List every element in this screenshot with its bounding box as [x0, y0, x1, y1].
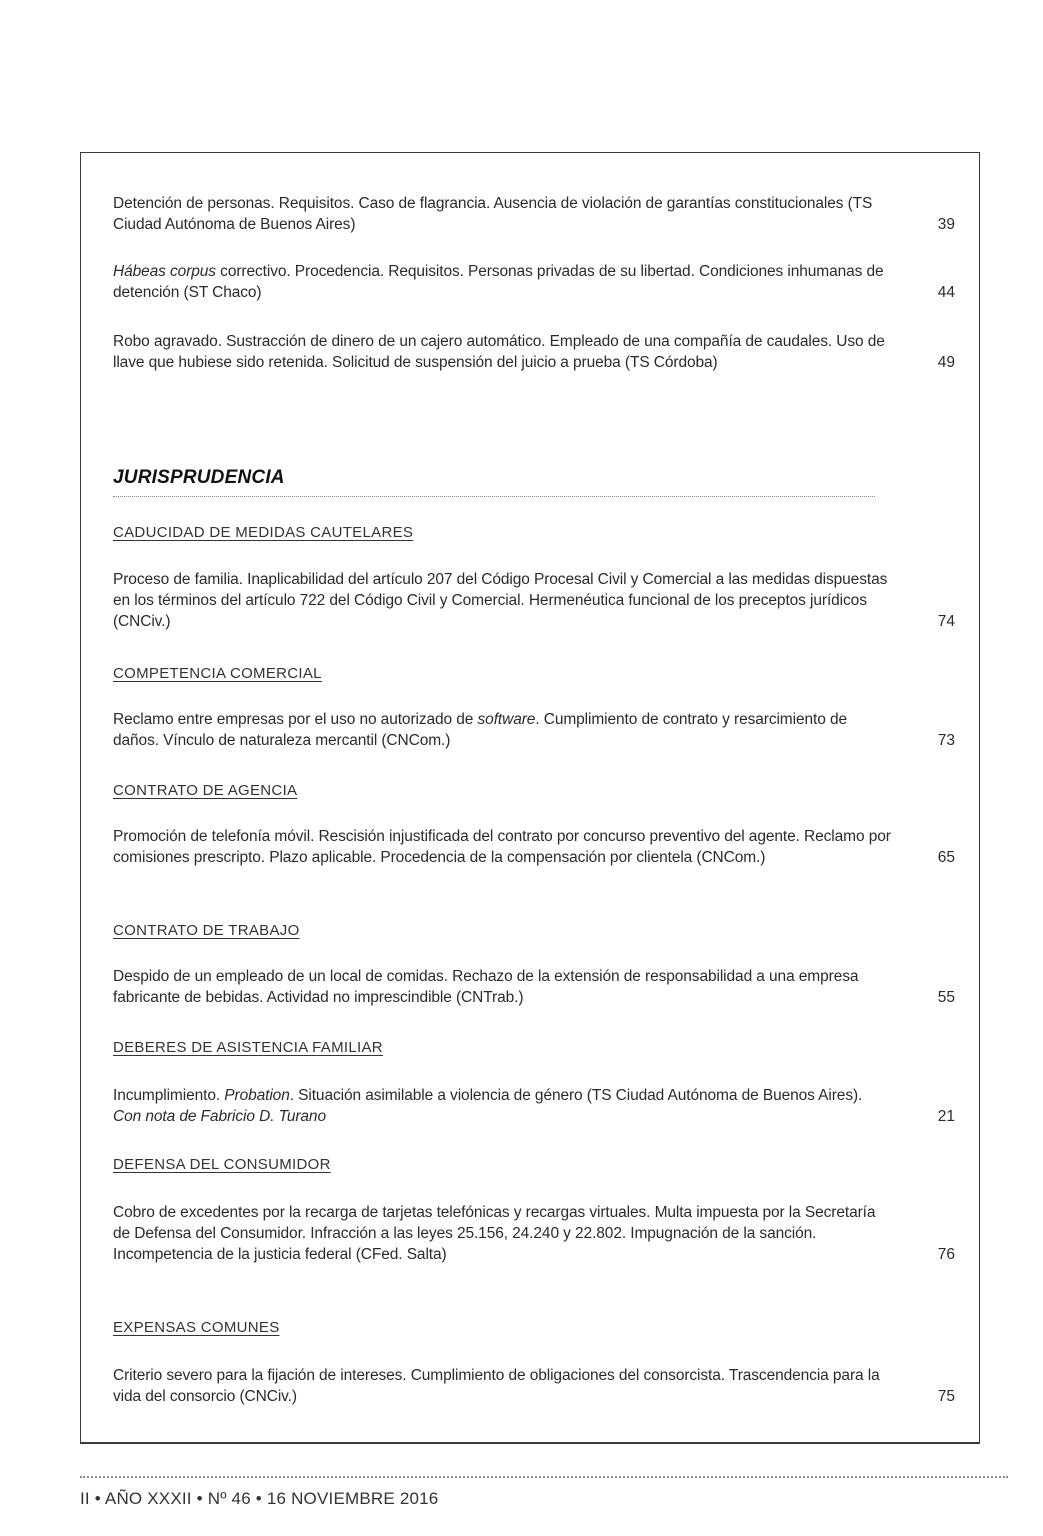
- entry-text: Proceso de familia. Inaplicabilidad del artículo 207 del Código Procesal Civil y Comercial a las medidas dispuestas en los términos del artículo 722 del Código Civil y Comercial. Hermenéutica funcional de los preceptos jurídicos (CNCiv.): [113, 571, 888, 630]
- index-entry: [113, 1365, 955, 1407]
- page-number: 76: [937, 1246, 955, 1263]
- page-number: 74: [937, 613, 955, 630]
- subsection-heading: COMPETENCIA COMERCIAL: [113, 665, 322, 682]
- entry-note: Con nota de Fabricio D. Turano: [113, 1108, 326, 1125]
- subsection-heading: CADUCIDAD DE MEDIDAS CAUTELARES: [113, 524, 414, 541]
- page-number: 49: [937, 354, 955, 371]
- entry-text: [113, 261, 893, 303]
- page-number: 65: [937, 849, 955, 866]
- index-entry: [113, 569, 955, 632]
- index-entry: [113, 331, 955, 373]
- index-entry: [113, 1202, 955, 1265]
- subsection-heading: EXPENSAS COMUNES: [113, 1319, 280, 1336]
- entry-text: Criterio severo para la fijación de intereses. Cumplimiento de obligaciones del consorcista. Trascendencia para la vida del consorcio (CNCiv.): [113, 1367, 880, 1405]
- entry-part: . Situación asimilable a violencia de género (TS Ciudad Autónoma de Buenos Aires).: [289, 1087, 863, 1104]
- section-title: JURISPRUDENCIA: [113, 467, 285, 488]
- subsection-heading: DEFENSA DEL CONSUMIDOR: [113, 1156, 331, 1173]
- entry-text: Cobro de excedentes por la recarga de tarjetas telefónicas y recargas virtuales. Multa impuesta por la Secretaría de Defensa del Consumidor. Infracción a las leyes 25.156, 24.240 y 22.802. Impugnación de la sanción. Incompetencia de la justicia federal (CFed. Salta): [113, 1204, 876, 1263]
- entry-rest: correctivo. Procedencia. Requisitos. Personas privadas de su libertad. Condiciones inhumanas de detención (ST Chaco): [113, 263, 884, 301]
- entry-text: Robo agravado. Sustracción de dinero de un cajero automático. Empleado de una compañía de caudales. Uso de llave que hubiese sido retenida. Solicitud de suspensión del juicio a prueba (TS Córdoba): [113, 333, 885, 371]
- entry-text: [113, 709, 893, 751]
- index-entry: [113, 1085, 955, 1127]
- page-number: 55: [937, 989, 955, 1006]
- entry-italic: software: [477, 711, 536, 728]
- entry-text: [113, 1085, 893, 1127]
- footer-divider: [80, 1476, 1008, 1478]
- page-number: 39: [937, 216, 955, 233]
- footer-issue-info: II • AÑO XXXII • Nº 46 • 16 NOVIEMBRE 2016: [80, 1489, 439, 1508]
- index-entry: [113, 966, 955, 1008]
- subsection-heading: CONTRATO DE AGENCIA: [113, 782, 298, 799]
- entry-italic: Probation: [224, 1087, 290, 1104]
- section-divider: [113, 496, 875, 497]
- page-number: 21: [937, 1108, 955, 1125]
- entry-part: . Cumplimiento de contrato y resarcimiento de daños. Vínculo de naturaleza mercantil (CNCom.): [113, 711, 847, 749]
- subsection-heading: DEBERES DE ASISTENCIA FAMILIAR: [113, 1039, 383, 1056]
- entry-part: Reclamo entre empresas por el uso no autorizado de: [113, 711, 478, 728]
- entry-text: Despido de un empleado de un local de comidas. Rechazo de la extensión de responsabilidad a una empresa fabricante de bebidas. Actividad no imprescindible (CNTrab.): [113, 968, 859, 1006]
- entry-part: Incumplimiento.: [113, 1087, 225, 1104]
- page-number: 44: [937, 284, 955, 301]
- page-number: 73: [937, 732, 955, 749]
- index-entry: [113, 826, 955, 868]
- entry-text: Promoción de telefonía móvil. Rescisión injustificada del contrato por concurso preventivo del agente. Reclamo por comisiones prescripto. Plazo aplicable. Procedencia de la compensación por clientela (CNCom.): [113, 828, 891, 866]
- index-entry: [113, 261, 955, 303]
- page-number: 75: [937, 1388, 955, 1405]
- entry-text: Detención de personas. Requisitos. Caso de flagrancia. Ausencia de violación de garantías constitucionales (TS Ciudad Autónoma de Buenos Aires): [113, 195, 873, 233]
- index-entry: [113, 709, 955, 751]
- index-entry: [113, 193, 955, 235]
- index-frame: [80, 152, 980, 1444]
- subsection-heading: CONTRATO DE TRABAJO: [113, 922, 300, 939]
- entry-italic: Hábeas corpus: [113, 263, 216, 280]
